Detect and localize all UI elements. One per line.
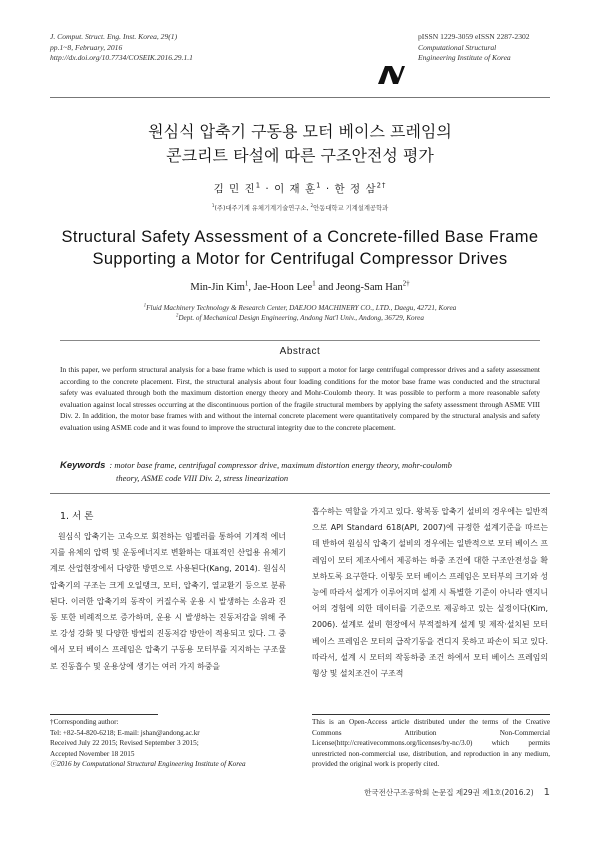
journal-citation [50,32,193,64]
author-3: 한 정 삼 [334,183,377,195]
keywords-label: Keywords [60,460,106,471]
keywords-divider [50,493,550,494]
english-author-1: Min-Jin Kim [190,282,245,293]
contact-line[interactable]: Tel: +82-54-820-6218; E-mail: jshan@andong.ac.kr [50,728,200,737]
korean-authors [50,181,550,196]
society-name-1: Computational Structural [418,42,497,52]
body-column-right [312,504,548,682]
abstract-text: In this paper, we perform structural analysis for a base frame which is used to support a motor for large centrifugal compressor drives and a safety assessment according to the concrete placement. First, the structural analysis about four loading conditions for the motor base frame was conducted and the structural safety was evaluated through both the maximum distortion energy theory and Mohr-Coulomb theory. It was possible to perform a more reasonable safety evaluation against local stresses occurring at the discontinuous portion of the fragile structural members by applying the safety assessment through ASME VIII Div. 2. In addition, the motor base frames with and without the internal concrete placement were quantitatively compared by the structural analysis and safety evaluation using ASME code and it was found to improve the structural integrity due to the concrete placement. [60,365,540,432]
affil-2: 안동대학교 기계설계공학과 [313,205,389,212]
author-2-mark: 1 [316,181,322,190]
english-authors [50,282,550,293]
english-affil-1-text: Fluid Machinery Technology & Research Center, DAEJOO MACHINERY CO., LTD., Daegu, 42721, Korea [146,304,457,312]
english-author-2: , Jae-Hoon Lee [248,282,313,293]
keywords-line-2: theory, ASME code VIII Div. 2, stress linearization [116,473,289,483]
korean-title-line-2: 콘크리트 타설에 따른 구조안전성 평가 [166,146,434,165]
journal-footer: 한국전산구조공학회 논문집 제29권 제1호(2016.2) [364,788,534,797]
received-line: Received July 22 2015; Revised September 3 2015; [50,739,199,748]
english-affiliations [50,303,550,323]
korean-title [50,120,550,168]
english-title-line-2: Supporting a Motor for Centrifugal Compressor Drives [92,250,508,268]
body-column-left [50,529,286,675]
license-footnote: This is an Open-Access article distributed under the terms of the Creative Commons Attribution Non-Commercial License(http://creativecommons.org/licenses/by-nc/3.0) which permits unrestricted non-commercial use, distribution, and reproduction in any medium, provided the original work is properly cited. [312,718,550,769]
keywords [60,459,550,484]
paragraph-right: 흡수하는 역할을 가지고 있다. 왕복동 압축기 설비의 경우에는 일반적으로 API Standard 618(API, 2007)에 규정한 설계기준을 따르는데 반하여 원심식 압축기 설비의 경우에는 일반적으로 모터 베이스 프레임이 모터 제조사에서 제공하는 하중 조건에 대한 구조안전성을 확보하도록 요구한다. 이렇듯 모터 베이스 프레임은 모터부의 크기와 성능에 따라서 설계가 이루어지며 설계 시 특별한 기준이 아니라 엔지니어의 경험에 의한 데이터를 기준으로 제공하고 있는 실정이다(Kim, 2006). 설계로 설비 현장에서 부적절하게 설계 및 제작·설치된 모터 베이스 프레임은 모터의 급작기동을 견디지 못하고 파손이 되고 있다. 따라서, 설계 시 모터의 작동하중 조건 하에서 모터 베이스 프레임의 형상 및 설치조건이 구조적 [312,507,549,679]
keywords-line-1: motor base frame, centrifugal compressor drive, maximum distortion energy theory, mohr-coulomb [114,460,452,470]
paragraph-left: 원심식 압축기는 고속으로 회전하는 임펠러를 통하여 기계적 에너지를 유체의 압력 및 운동에너지로 변환하는 대표적인 산업용 유체기계로 산업현장에서 다양한 방면으로 사용된다(Kang, 2014). 원심식 압축기의 구조는 크게 오일탱크, 모터, 압축기, 열교환기 등으로 분류된다. 이러한 압축기의 동작이 커질수록 운용 시 발생하는 소음과 진동 또한 비례적으로 증가하며, 운용 시 발생하는 진동저감을 위해 주로 강성 강화 및 다양한 방법의 진동저감 방안이 적용되고 있다. 그 중에서 모터 베이스 프레임은 압축기 구동용 모터부를 지지하는 구조물로 진동흡수 및 운용상에 생기는 여러 가지 하중을 [50,532,286,671]
korean-title-line-1: 원심식 압축기 구동용 모터 베이스 프레임의 [148,122,452,141]
section-heading: 1. 서 론 [60,511,94,522]
english-affil-1 [50,303,550,313]
keywords-separator: : [109,460,113,470]
english-author-3-mark: 2† [402,280,410,288]
author-separator: · [265,183,270,195]
corresponding-label: †Corresponding author: [50,718,119,726]
affil-1-mark: 1 [211,202,215,208]
korean-affiliations [50,203,550,212]
pages-date-line: pp.1~8, February, 2016 [50,42,123,52]
english-title [50,226,550,270]
page-footer [364,787,550,798]
author-2: 이 재 훈 [274,183,317,195]
english-author-3: and Jeong-Sam Han [315,282,403,293]
author-1: 김 민 진 [213,183,256,195]
journal-name-line: J. Comput. Struct. Eng. Inst. Korea, 29(1) [50,32,178,41]
doi-link[interactable]: http://dx.doi.org/10.7734/COSEIK.2016.29.1.1 [50,53,193,62]
english-affil-2-text: Dept. of Mechanical Design Engineering, Andong Nat'l Univ., Andong, 36729, Korea [178,314,424,322]
english-affil-1-mark: 1 [143,303,147,309]
abstract-heading: Abstract [279,346,321,357]
society-name-2: Engineering Institute of Korea [418,53,511,62]
english-author-1-mark: 1 [244,280,249,288]
cosEIK-logo-icon [376,64,406,86]
footnote-divider-right [312,714,550,715]
issn-line: pISSN 1229-3059 eISSN 2287-2302 [418,32,530,41]
author-separator: · [325,183,331,195]
english-title-line-1: Structural Safety Assessment of a Concrete-filled Base Frame [61,228,539,246]
english-affil-2-mark: 2 [176,313,179,319]
abstract-divider [60,340,540,341]
accepted-line: Accepted November 18 2015 [50,749,135,758]
english-affil-2 [50,313,550,323]
correspondence-footnote [50,717,300,770]
author-3-mark: 2† [376,181,387,190]
page-number: 1 [543,787,550,798]
copyright-line: ⓒ2016 by Computational Structural Engineering Institute of Korea [50,760,246,769]
english-author-2-mark: 1 [312,280,316,288]
affil-2-mark: 2 [310,202,314,208]
affil-1: (주)대주기계 유체기계기술연구소, [214,205,309,212]
header-divider [50,97,550,98]
author-1-mark: 1 [255,181,262,190]
issn-block [418,32,530,64]
footnote-divider-left [50,714,158,715]
